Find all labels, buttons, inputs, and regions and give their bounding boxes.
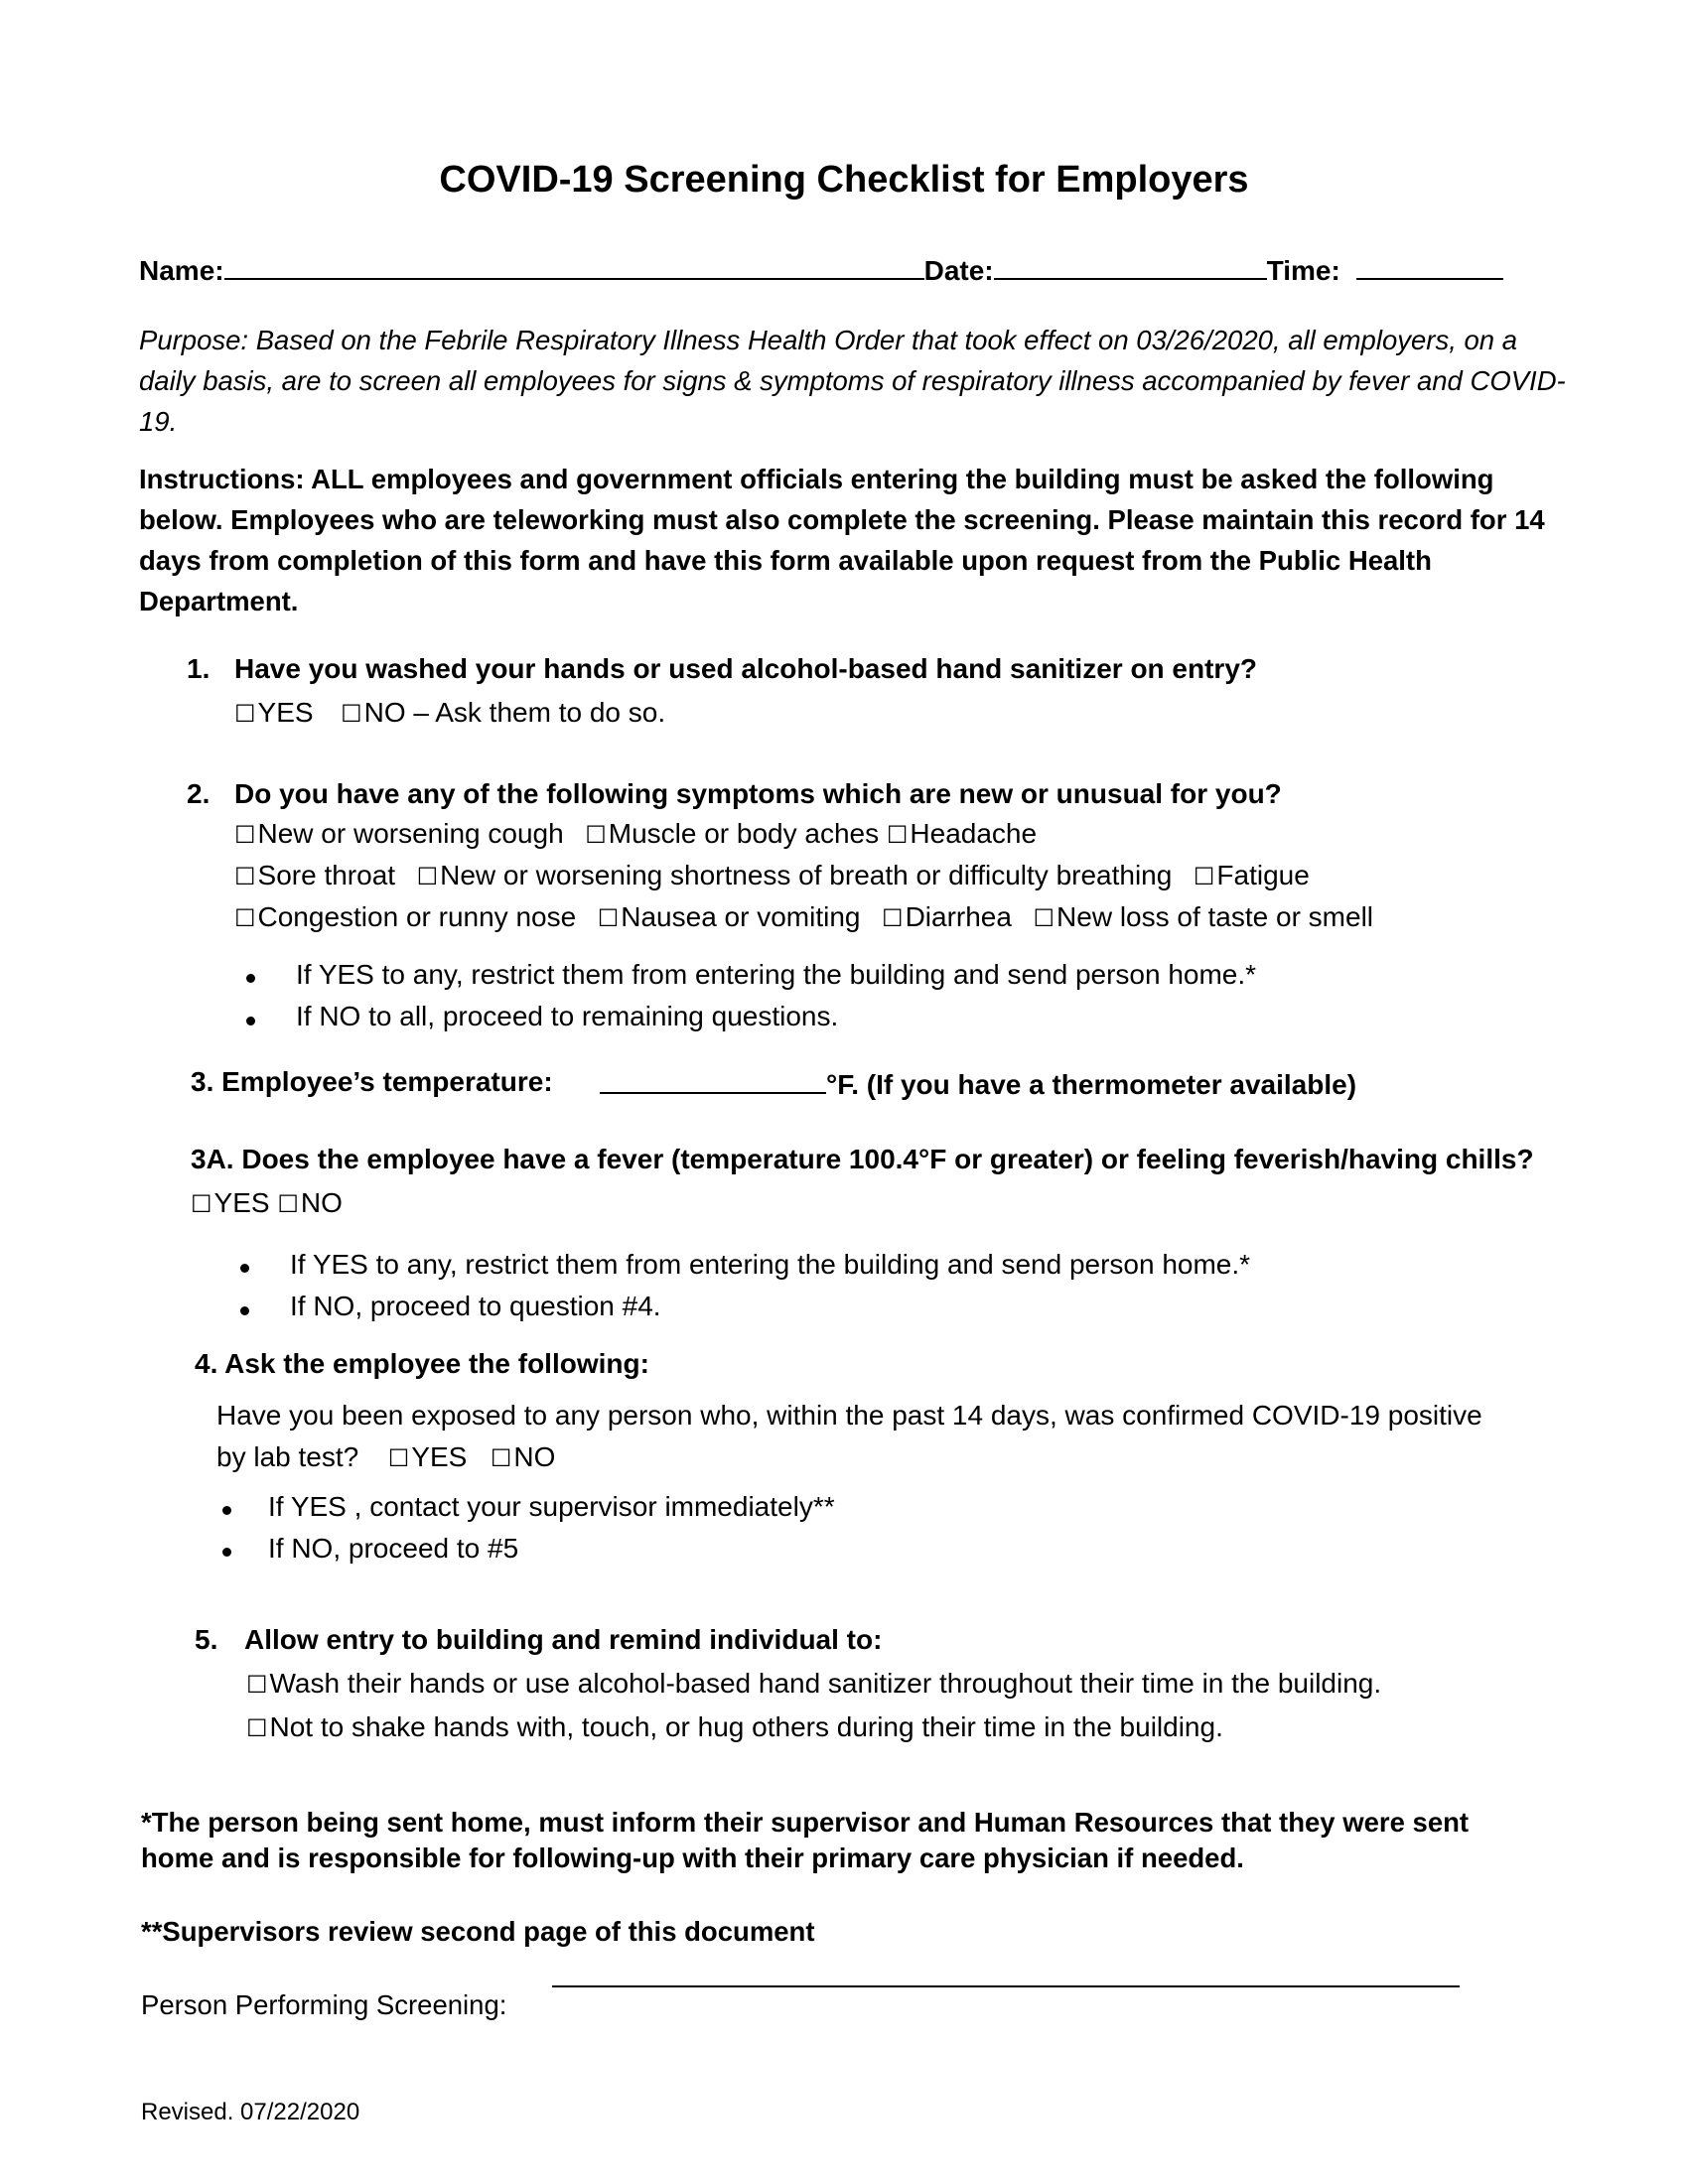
q5-item-1-label: Wash their hands or use alcohol-based hand sanitizer throughout their time in the building. xyxy=(269,1668,1382,1699)
q4-no-label: NO xyxy=(513,1441,556,1472)
symptom-checkbox[interactable]: ☐ xyxy=(886,821,909,849)
q5-item-2 xyxy=(246,1711,1223,1743)
symptom-label: New or worsening shortness of breath or difficulty breathing xyxy=(440,860,1173,890)
q4-question-line-1: Have you been exposed to any person who, within the past 14 days, was confirmed COVID-19 positive xyxy=(216,1400,1482,1431)
header-fields xyxy=(139,254,1503,287)
q4-question-text: by lab test? xyxy=(216,1441,359,1472)
q5-label: Allow entry to building and remind individual to: xyxy=(244,1624,883,1655)
footnote-line-1: *The person being sent home, must inform their supervisor and Human Resources that they were sent xyxy=(141,1807,1470,1838)
q4-question-line-2 xyxy=(216,1441,555,1473)
time-label: Time: xyxy=(1266,255,1340,286)
q1-yes-checkbox[interactable]: ☐ xyxy=(234,700,256,728)
q5-number: 5. xyxy=(195,1624,218,1655)
bullet-icon xyxy=(222,1548,231,1557)
symptom-checkbox[interactable]: ☐ xyxy=(416,863,439,890)
q1-question: Have you washed your hands or used alcohol-based hand sanitizer on entry? xyxy=(234,653,1257,684)
supervisor-footnote: **Supervisors review second page of this document xyxy=(141,1916,815,1947)
q5-item-2-label: Not to shake hands with, touch, or hug others during their time in the building. xyxy=(269,1711,1223,1742)
date-field[interactable] xyxy=(994,254,1267,280)
q2-number: 2. xyxy=(187,778,211,809)
q1-no-checkbox[interactable]: ☐ xyxy=(341,700,362,728)
q4-label: 4. Ask the employee the following: xyxy=(195,1348,649,1379)
footnote-line-2: home and is responsible for following-up with their primary care physician if needed. xyxy=(141,1843,1244,1873)
screener-label: Person Performing Screening: xyxy=(141,1989,507,2020)
q2-bullet-no: If NO to all, proceed to remaining questions. xyxy=(296,1001,839,1031)
q3a-options xyxy=(191,1187,343,1219)
q1-number: 1. xyxy=(187,653,211,684)
symptom-checkbox[interactable]: ☐ xyxy=(234,821,256,849)
page-title: COVID-19 Screening Checklist for Employers xyxy=(439,159,1249,201)
symptom-checkbox[interactable]: ☐ xyxy=(585,821,607,849)
instructions-text: Instructions: ALL employees and government officials entering the building must be asked the following below. Employees who are teleworking must also complete the screening. Please maintain this record for 14 days from completion of this form and have this form available upon request from the Public Health Department. xyxy=(139,464,1545,616)
q2-symptom-row-2 xyxy=(234,860,1310,891)
q5-item-2-checkbox[interactable]: ☐ xyxy=(246,1714,268,1742)
date-label: Date: xyxy=(923,255,994,286)
q3a-yes-label: YES xyxy=(213,1187,270,1218)
q3a-question: 3A. Does the employee have a fever (temperature 100.4°F or greater) or feeling feverish/having chills? xyxy=(191,1144,1534,1174)
symptom-label: Diarrhea xyxy=(905,901,1012,932)
q3-label: 3. Employee’s temperature: xyxy=(191,1066,553,1097)
symptom-checkbox[interactable]: ☐ xyxy=(597,904,620,932)
symptom-checkbox[interactable]: ☐ xyxy=(1193,863,1215,890)
revised-date: Revised. 07/22/2020 xyxy=(141,2099,360,2125)
symptom-label: Fatigue xyxy=(1216,860,1310,890)
symptom-checkbox[interactable]: ☐ xyxy=(882,904,904,932)
screener-signature-field[interactable] xyxy=(552,1985,1460,1987)
bullet-icon xyxy=(240,1264,249,1273)
name-field[interactable] xyxy=(224,254,924,280)
q3-suffix: °F. (If you have a thermometer available) xyxy=(826,1069,1357,1100)
q2-question: Do you have any of the following symptoms which are new or unusual for you? xyxy=(234,778,1282,809)
q5-item-1 xyxy=(246,1668,1381,1700)
q2-symptom-row-3 xyxy=(234,901,1373,933)
symptom-label: Nausea or vomiting xyxy=(621,901,861,932)
q2-symptom-row-1 xyxy=(234,818,1037,850)
q3a-no-checkbox[interactable]: ☐ xyxy=(277,1190,299,1218)
bullet-icon xyxy=(246,1017,255,1025)
q2-bullet-yes: If YES to any, restrict them from entering the building and send person home.* xyxy=(296,959,1257,990)
q3-temperature-row xyxy=(600,1068,1356,1101)
symptom-label: New loss of taste or smell xyxy=(1056,901,1374,932)
bullet-icon xyxy=(222,1506,231,1515)
q4-yes-label: YES xyxy=(411,1441,468,1472)
name-label: Name: xyxy=(139,255,224,286)
q1-no-label: NO – Ask them to do so. xyxy=(363,697,666,728)
q4-bullet-yes: If YES , contact your supervisor immediately** xyxy=(268,1491,835,1522)
symptom-checkbox[interactable]: ☐ xyxy=(234,904,256,932)
bullet-icon xyxy=(246,974,255,983)
symptom-label: Sore throat xyxy=(257,860,396,890)
symptom-checkbox[interactable]: ☐ xyxy=(234,863,256,890)
temperature-field[interactable] xyxy=(600,1068,826,1094)
q1-yes-label: YES xyxy=(257,697,314,728)
q3a-bullet-no: If NO, proceed to question #4. xyxy=(290,1291,661,1321)
symptom-label: New or worsening cough xyxy=(257,818,564,849)
q3a-no-label: NO xyxy=(300,1187,343,1218)
purpose-text: Purpose: Based on the Febrile Respiratory Illness Health Order that took effect on 03/26/2020, all employers, on a daily basis, are to screen all employees for signs & symptoms of respiratory illness accompanied by fever and COVID-19. xyxy=(139,325,1566,437)
symptom-label: Muscle or body aches xyxy=(608,818,880,849)
q4-yes-checkbox[interactable]: ☐ xyxy=(387,1444,410,1472)
q3a-bullet-yes: If YES to any, restrict them from entering the building and send person home.* xyxy=(290,1249,1251,1280)
bullet-icon xyxy=(240,1306,249,1315)
q4-no-checkbox[interactable]: ☐ xyxy=(490,1444,512,1472)
symptom-label: Headache xyxy=(910,818,1038,849)
q3a-yes-checkbox[interactable]: ☐ xyxy=(191,1190,212,1218)
q4-bullet-no: If NO, proceed to #5 xyxy=(268,1533,519,1564)
symptom-checkbox[interactable]: ☐ xyxy=(1033,904,1055,932)
time-field[interactable] xyxy=(1356,254,1503,280)
symptom-label: Congestion or runny nose xyxy=(257,901,577,932)
q1-options xyxy=(234,697,665,729)
q5-item-1-checkbox[interactable]: ☐ xyxy=(246,1671,268,1699)
